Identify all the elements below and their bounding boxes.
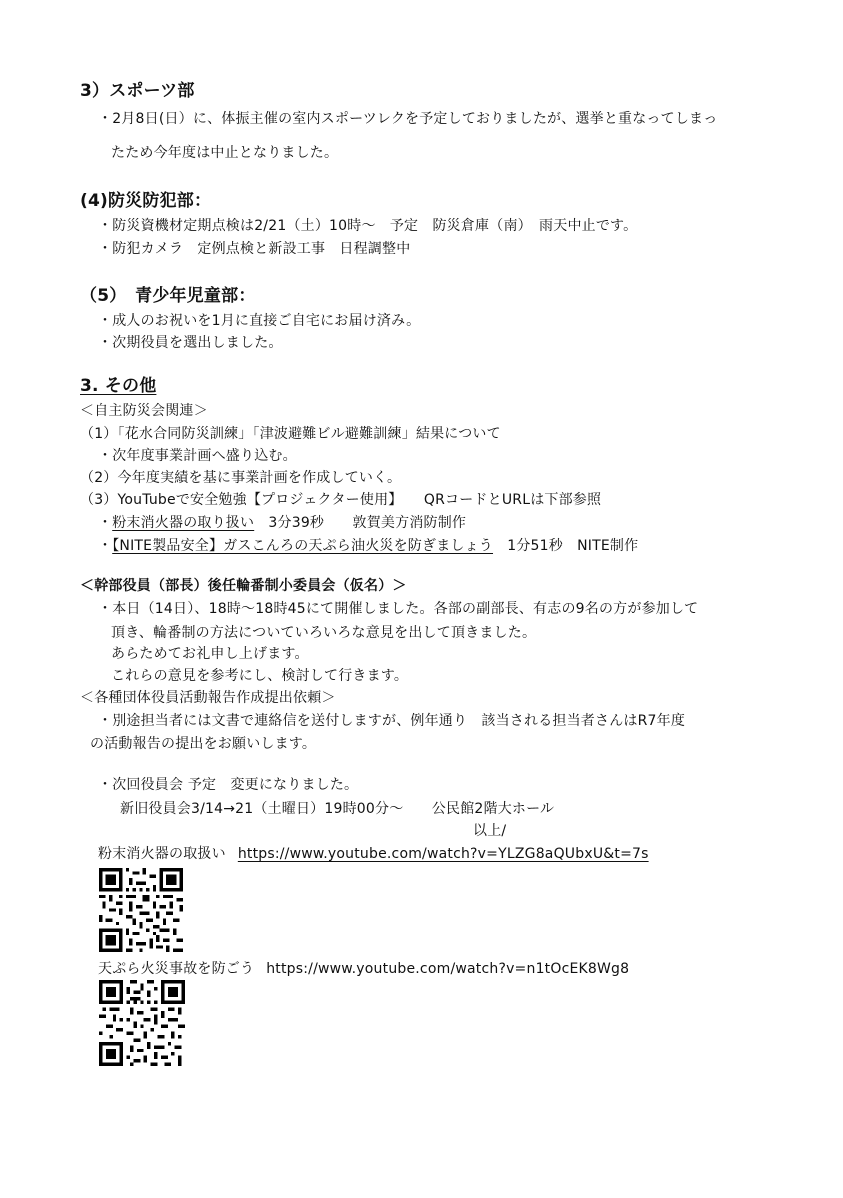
link-2-label: 天ぷら火災事故を防ごう [98, 961, 255, 977]
other-heading: 3. その他 [80, 376, 157, 396]
qr-code-1-icon [99, 868, 183, 952]
kanbu-line-1: ・本日（14日）、18時～18時45にて開催しました。各部の副部長、有志の9名の方が参加して [98, 601, 699, 617]
sports-line-2: たため今年度は中止となりました。 [111, 145, 339, 161]
link-2-url[interactable]: https://www.youtube.com/watch?v=n1tOcEK8Wg8 [266, 961, 630, 977]
closing-text: 以上/ [473, 823, 507, 839]
jishu-heading: ＜自主防災会関連＞ [80, 403, 208, 419]
link-1-label: 粉末消火器の取扱い [98, 846, 226, 862]
next-meeting-line-1: ・次回役員会 予定 変更になりました。 [98, 777, 359, 793]
kanbu-line-2: 頂き、輪番制の方法についていろいろな意見を出して頂きました。 [111, 625, 537, 641]
seishonen-heading: （5） 青少年児童部： [80, 286, 256, 306]
link-1-row [98, 845, 649, 863]
report-line-2: の活動報告の提出をお願いします。 [90, 736, 317, 752]
kanbu-line-4: これらの意見を参考にし、検討して行きます。 [111, 668, 409, 684]
video-2-info: 1分51秒 NITE制作 [493, 538, 639, 554]
item-1: （1）「花水合同防災訓練」「津波避難ビル避難訓練」結果について [80, 426, 501, 442]
sports-line-1: ・2月8日(日）に、体振主催の室内スポーツレクを予定しておりましたが、選挙と重なってしまっ [98, 111, 718, 127]
seishonen-line-1: ・成人のお祝いを1月に直接ご自宅にお届け済み。 [98, 313, 421, 329]
bousai-line-2: ・防犯カメラ 定例点検と新設工事 日程調整中 [98, 241, 411, 257]
item-2: （2）今年度実績を基に事業計画を作成していく。 [80, 470, 402, 486]
video-1-info: 3分39秒 敦賀美方消防制作 [254, 515, 467, 531]
video-1-row [98, 514, 466, 532]
qr-code-2-icon [99, 980, 185, 1066]
link-2-row [98, 960, 629, 978]
kanbu-heading: ＜幹部役員（部長）後任輪番制小委員会（仮名）＞ [80, 578, 407, 594]
bousai-heading: (4)防災防犯部： [80, 191, 212, 211]
video-2-title-link[interactable]: 【NITE製品安全】ガスこんろの天ぷら油火災を防ぎましょう [112, 538, 494, 554]
link-1-url[interactable]: https://www.youtube.com/watch?v=YLZG8aQUbxU&t=7s [237, 846, 649, 862]
report-heading: ＜各種団体役員活動報告作成提出依頼＞ [80, 690, 336, 706]
next-meeting-line-2: 新旧役員会3/14→21（土曜日）19時00分～ 公民館2階大ホール [120, 801, 555, 817]
video-2-row [98, 537, 638, 555]
bullet: ・ [98, 515, 113, 531]
seishonen-line-2: ・次期役員を選出しました。 [98, 335, 283, 351]
report-line-1: ・別途担当者には文書で連絡信を送付しますが、例年通り 該当される担当者さんはR7年度 [98, 713, 686, 729]
bousai-line-1: ・防災資機材定期点検は2/21（土）10時～ 予定 防災倉庫（南） 雨天中止です。 [98, 218, 638, 234]
kanbu-line-3: あらためてお礼申し上げます。 [111, 646, 309, 662]
sports-heading: 3）スポーツ部 [80, 81, 195, 101]
video-1-title-link[interactable]: 粉末消火器の取り扱い [112, 515, 255, 531]
bullet: ・ [98, 538, 113, 554]
item-3: （3）YouTubeで安全勉強【プロジェクター使用】 QRコードとURLは下部参照 [80, 492, 602, 508]
item-1-sub: ・次年度事業計画へ盛り込む。 [98, 448, 297, 464]
